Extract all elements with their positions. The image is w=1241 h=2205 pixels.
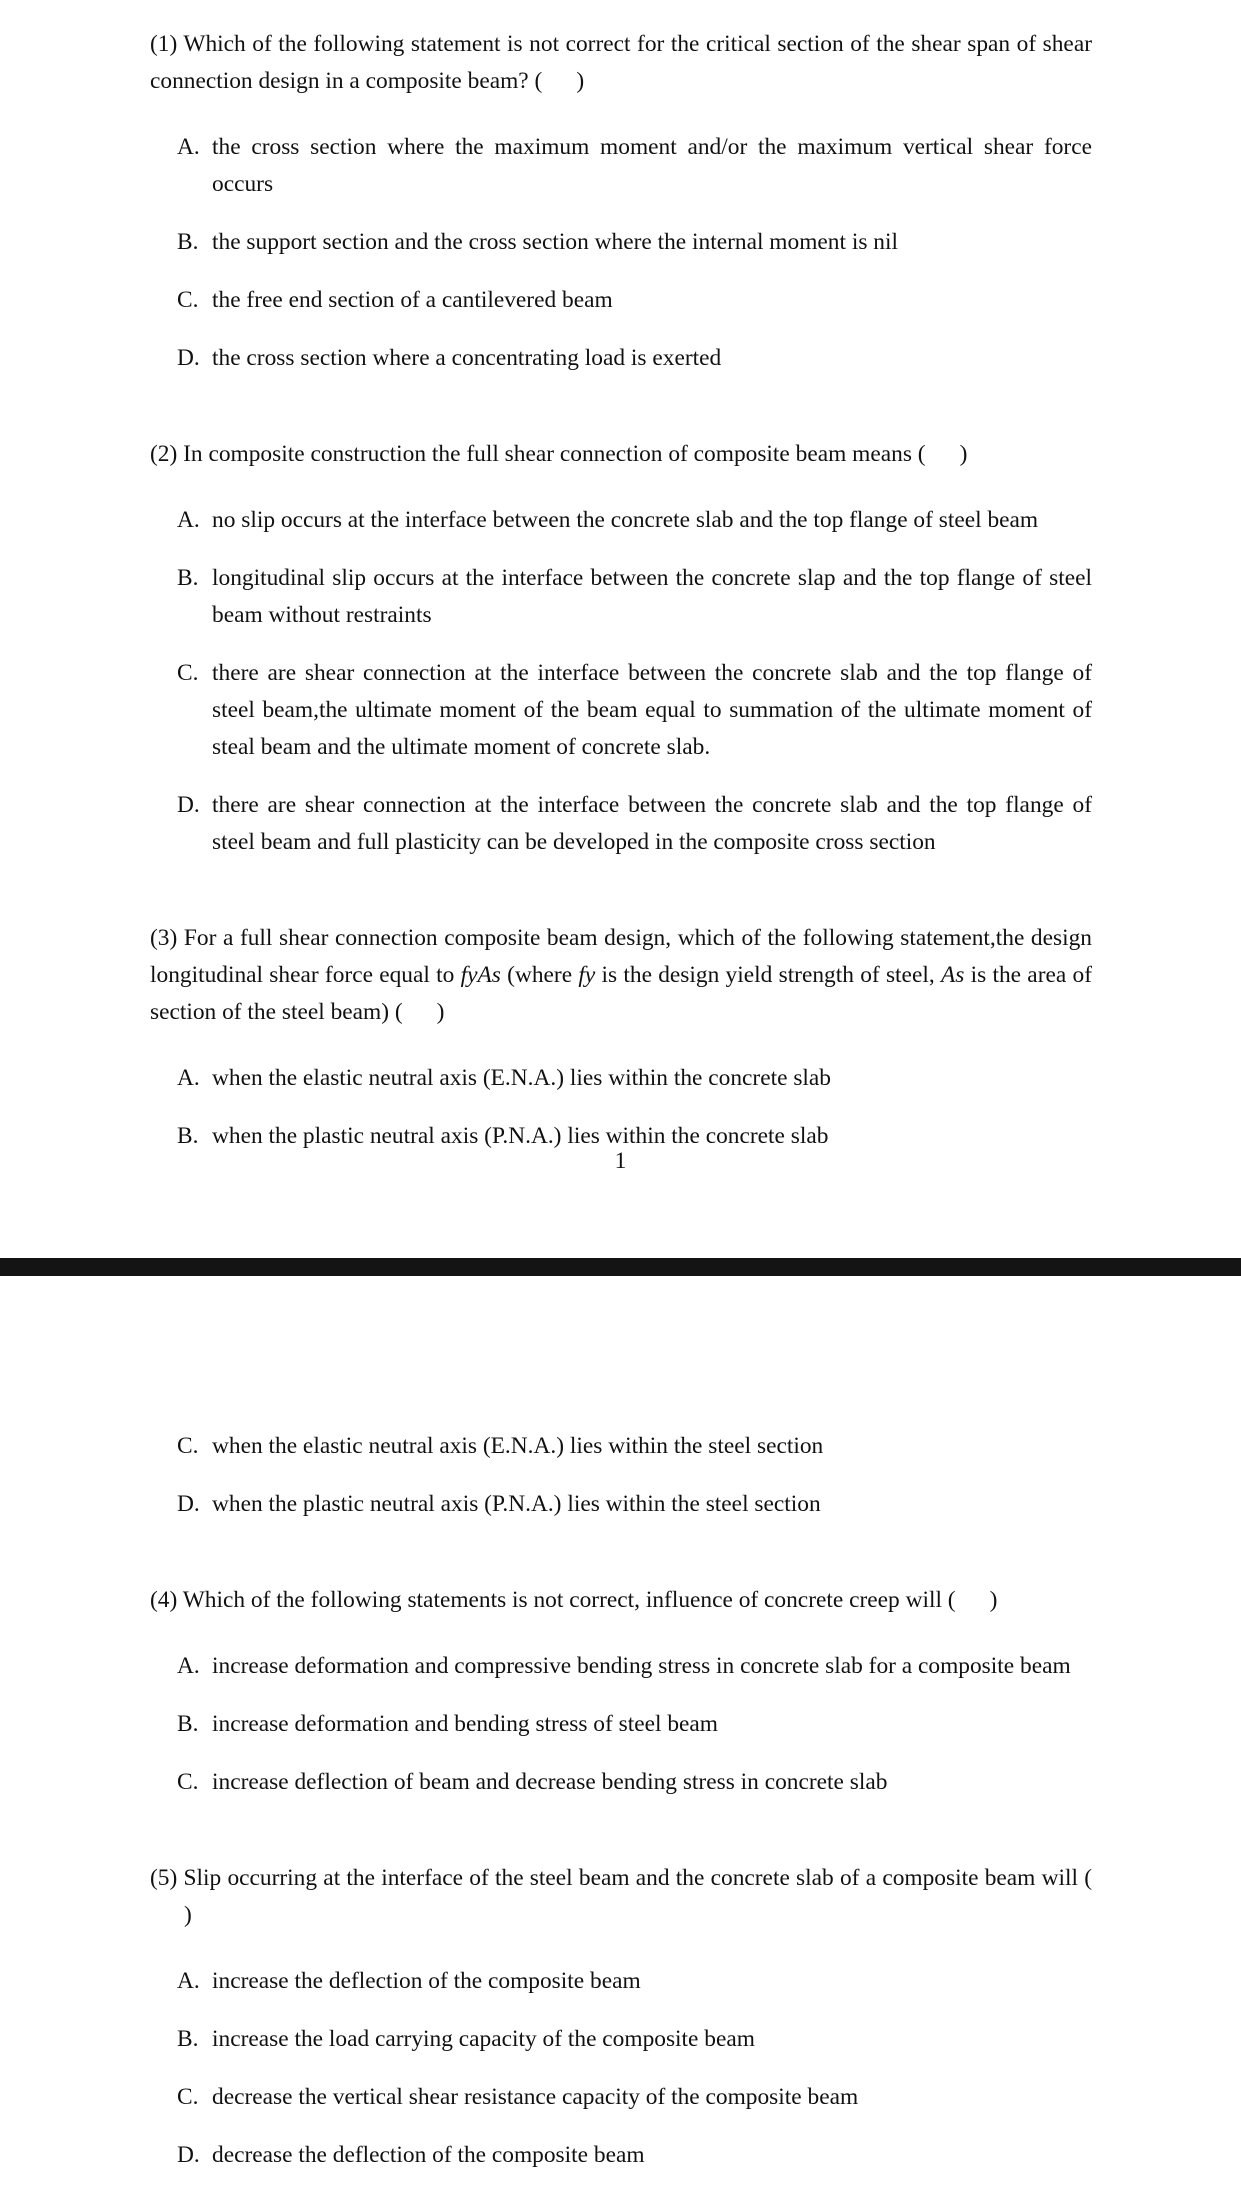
page-2 [0,1276,1241,2205]
page-1-content [150,26,1092,1176]
question-2-option-b [177,560,1092,634]
page-separator [0,1258,1241,1276]
option-letter: C. [177,1433,199,1459]
option-letter: C. [177,660,199,686]
option-letter: B. [177,2026,199,2052]
question-1-option-c [177,282,1092,319]
math-fy: fy [578,962,596,988]
question-5-option-b [177,2021,1092,2058]
question-2-stem: (2) In composite construction the full shear connection of composite beam means ( ) [150,441,968,467]
option-text: decrease the deflection of the composite beam [212,2142,645,2168]
question-4-option-a [177,1648,1092,1685]
question-5-option-d [177,2137,1092,2174]
option-text: when the plastic neutral axis (P.N.A.) lies within the steel section [212,1491,821,1517]
option-text: increase the deflection of the composite beam [212,1968,641,1994]
option-letter: D. [177,345,200,371]
option-letter: C. [177,287,199,313]
question-2 [150,436,1092,861]
question-1-option-d [177,340,1092,377]
option-text: when the elastic neutral axis (E.N.A.) lies within the steel section [212,1433,824,1459]
option-text: increase deformation and bending stress of steel beam [212,1711,718,1737]
question-5-option-c [177,2079,1092,2116]
page-number: 1 [614,1148,627,1174]
question-5-options [150,1963,1092,2174]
option-letter: D. [177,1491,200,1517]
question-4-option-c [177,1764,1092,1801]
option-text: increase deflection of beam and decrease bending stress in concrete slab [212,1769,888,1795]
question-2-option-d [177,787,1092,861]
option-text: no slip occurs at the interface between the concrete slab and the top flange of steel beam [212,507,1039,533]
option-text: increase the load carrying capacity of the composite beam [212,2026,755,2052]
question-3-options [150,1060,1092,1155]
option-text: when the elastic neutral axis (E.N.A.) lies within the concrete slab [212,1065,831,1091]
option-letter: A. [177,1968,200,1994]
option-text: there are shear connection at the interface between the concrete slab and the top flange of steel beam,the ultimate moment of the beam equal to summation of the ultimate moment of steal beam and the ultimate moment of concrete slab. [212,660,1092,760]
option-text: longitudinal slip occurs at the interface between the concrete slap and the top flange of steel beam without restraints [212,565,1092,628]
question-4 [150,1582,1092,1801]
question-2-options [150,502,1092,861]
option-letter: C. [177,2084,199,2110]
option-letter: D. [177,2142,200,2168]
option-letter: A. [177,134,200,160]
question-1-option-b [177,224,1092,261]
math-fyas: fyAs [460,962,501,988]
question-2-option-a [177,502,1092,539]
option-text: the free end section of a cantilevered beam [212,287,613,313]
question-3-option-c [177,1428,1092,1465]
question-5-option-a [177,1963,1092,2000]
question-4-option-b [177,1706,1092,1743]
question-4-options [150,1648,1092,1801]
question-4-stem: (4) Which of the following statements is not correct, influence of concrete creep will ( ) [150,1587,998,1613]
option-letter: A. [177,507,200,533]
math-as: As [940,962,965,988]
question-1-options [150,129,1092,377]
question-5-stem: (5) Slip occurring at the interface of the steel beam and the concrete slab of a composite beam will ( ) [150,1865,1092,1928]
question-3-options-continued [150,1428,1092,1523]
option-letter: B. [177,565,199,591]
option-letter: D. [177,792,200,818]
option-text: the cross section where the maximum moment and/or the maximum vertical shear force occurs [212,134,1092,197]
question-3 [150,920,1092,1155]
question-1-option-a [177,129,1092,203]
question-5 [150,1860,1092,2174]
option-text: when the plastic neutral axis (P.N.A.) lies within the concrete slab [212,1123,829,1149]
option-text: there are shear connection at the interface between the concrete slab and the top flange of steel beam and full plasticity can be developed in the composite cross section [212,792,1092,855]
question-1-stem: (1) Which of the following statement is not correct for the critical section of the shear span of shear connection design in a composite beam? ( ) [150,31,1092,94]
option-text: decrease the vertical shear resistance capacity of the composite beam [212,2084,859,2110]
option-letter: B. [177,1123,199,1149]
option-letter: B. [177,229,199,255]
option-text: the support section and the cross section where the internal moment is nil [212,229,898,255]
option-text: the cross section where a concentrating load is exerted [212,345,722,371]
question-3-continued [150,1428,1092,1523]
question-3-option-a [177,1060,1092,1097]
option-letter: A. [177,1065,200,1091]
page-2-content [150,1428,1092,2195]
question-1 [150,26,1092,377]
option-letter: A. [177,1653,200,1679]
question-3-option-d [177,1486,1092,1523]
option-letter: C. [177,1769,199,1795]
question-3-stem: (3) For a full shear connection composite beam design, which of the following statement,the design longitudinal shear force equal to fyAs (where fy is the design yield strength of steel, As is the area of section of the steel beam) ( ) [150,925,1092,1025]
option-letter: B. [177,1711,199,1737]
question-2-option-c [177,655,1092,766]
option-text: increase deformation and compressive bending stress in concrete slab for a composite beam [212,1653,1071,1679]
